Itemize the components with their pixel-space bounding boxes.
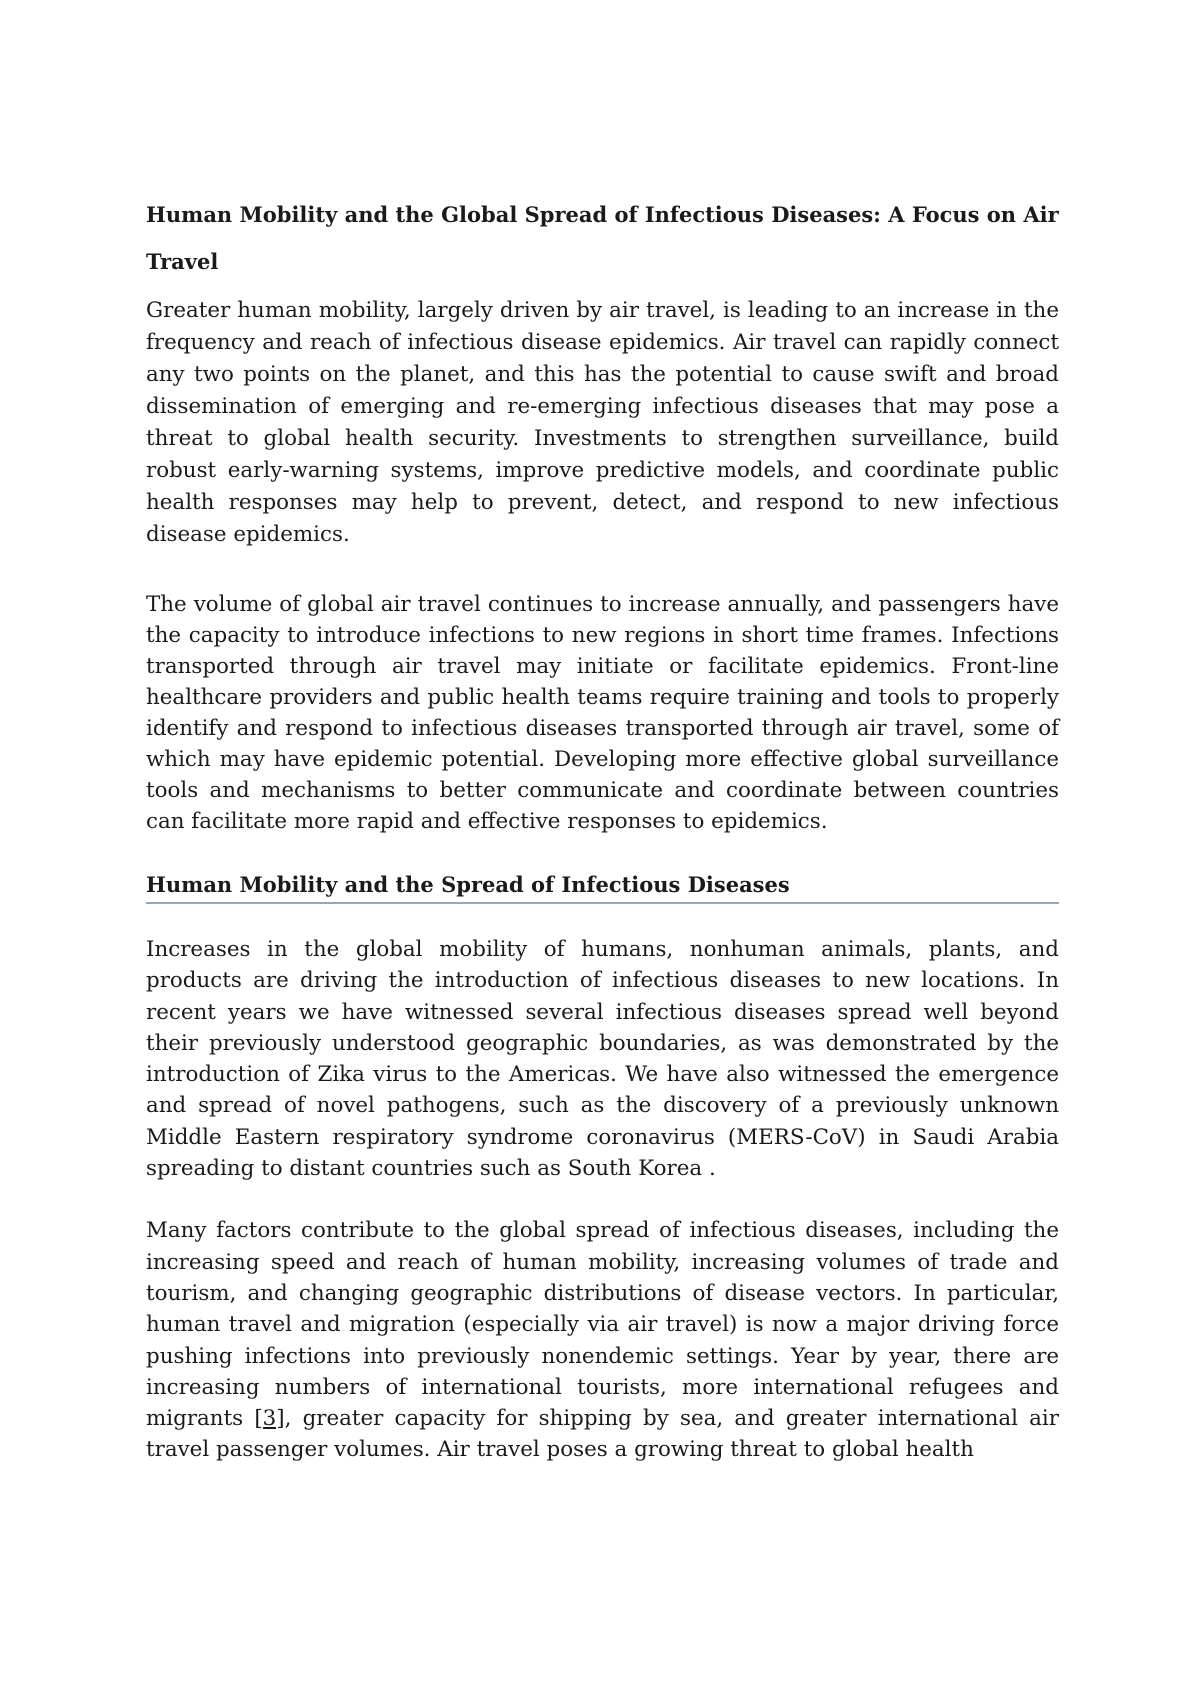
section-paragraph-2-text-before: Many factors contribute to the global spread of infectious diseases, including the increasing speed and reach of human mobility, increasing volumes of trade and tourism, and changing geographic distributions of disease vectors. In particular, human travel and migration (especially via air travel) is now a major driving force pushing infections into previously nonendemic settings. Year by year, there are increasing numbers of international tourists, more international refugees and migrants	[146, 1218, 1059, 1432]
document-page	[146, 196, 1059, 1466]
intro-paragraph-2: The volume of global air travel continues to increase annually, and passengers have the capacity to introduce infections to new regions in short time frames. Infections transported through air travel may initiate or facilitate epidemics. Front-line healthcare providers and public health teams require training and tools to properly identify and respond to infectious diseases transported through air travel, some of which may have epidemic potential. Developing more effective global surveillance tools and mechanisms to better communicate and coordinate between countries can facilitate more rapid and effective responses to epidemics.	[146, 592, 1059, 834]
document-title: Human Mobility and the Global Spread of Infectious Diseases: A Focus on Air Travel	[146, 202, 1059, 274]
section-paragraph-1: Increases in the global mobility of humans, nonhuman animals, plants, and products are driving the introduction of infectious diseases to new locations. In recent years we have witnessed several infectious diseases spread well beyond their previously understood geographic boundaries, as was demonstrated by the introduction of Zika virus to the Americas. We have also witnessed the emergence and spread of novel pathogens, such as the discovery of a previously unknown Middle Eastern respiratory syndrome coronavirus (MERS-CoV) in Saudi Arabia spreading to distant countries such as South Korea .	[146, 937, 1059, 1182]
intro-paragraph-1: Greater human mobility, largely driven by air travel, is leading to an increase in the frequency and reach of infectious disease epidemics. Air travel can rapidly connect any two points on the planet, and this has the potential to cause swift and broad dissemination of emerging and re-emerging infectious diseases that may pose a threat to global health security. Investments to strengthen surveillance, build robust early-warning systems, improve predictive models, and coordinate public health responses may help to prevent, detect, and respond to new infectious disease epidemics.	[146, 298, 1059, 547]
section-paragraph-2	[146, 1215, 1059, 1465]
section-paragraph-2-text-after: , greater capacity for shipping by sea, and greater international air travel passenger volumes. Air travel poses a growing threat to global health	[146, 1406, 1059, 1463]
citation-link[interactable]: [3]	[254, 1406, 285, 1432]
section-heading: Human Mobility and the Spread of Infectious Diseases	[146, 870, 1059, 904]
